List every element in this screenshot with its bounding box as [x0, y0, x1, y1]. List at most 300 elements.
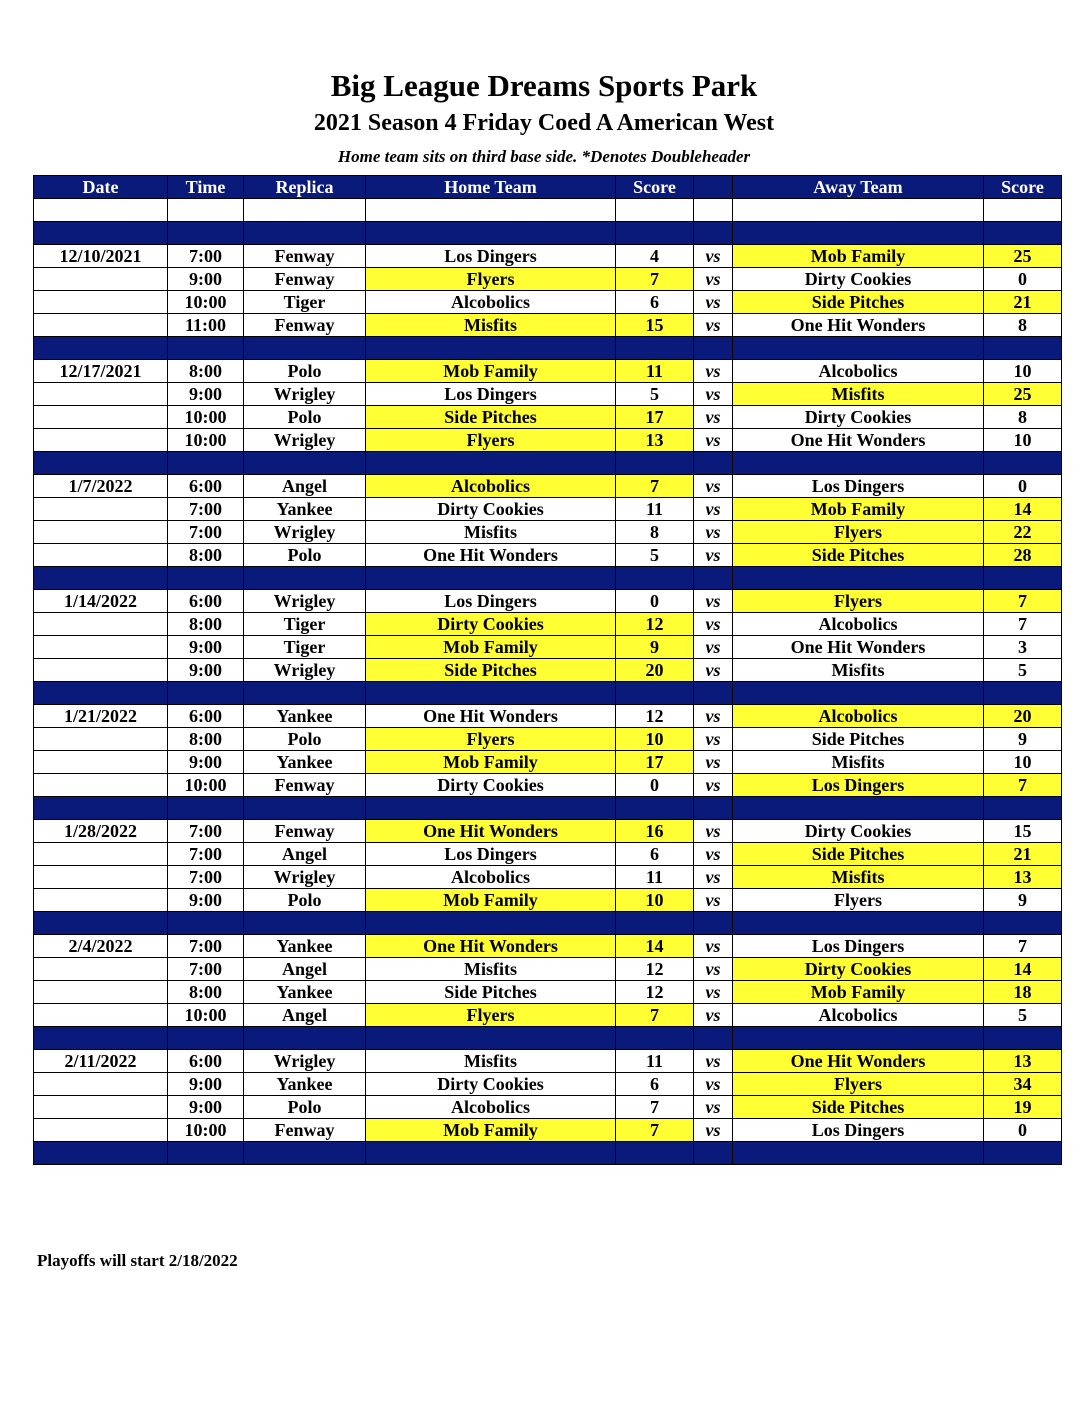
field-name: Yankee: [244, 981, 366, 1004]
home-score: 12: [616, 958, 694, 981]
home-score: 11: [616, 360, 694, 383]
field-name: Angel: [244, 843, 366, 866]
game-date: [34, 889, 168, 912]
empty-cell: [733, 337, 984, 360]
game-time: 9:00: [168, 636, 244, 659]
game-row: [34, 866, 1062, 889]
home-team-note: Home team sits on third base side. *Denotes Doubleheader: [337, 147, 751, 166]
game-time: 9:00: [168, 268, 244, 291]
away-score: 13: [984, 866, 1062, 889]
vs-label: vs: [694, 774, 733, 797]
game-row: [34, 981, 1062, 1004]
vs-label: vs: [694, 521, 733, 544]
away-team: Dirty Cookies: [733, 406, 984, 429]
game-row: [34, 774, 1062, 797]
empty-cell: [616, 1142, 694, 1165]
empty-cell: [694, 682, 733, 705]
home-team: Flyers: [366, 268, 616, 291]
home-team: Mob Family: [366, 360, 616, 383]
home-team: Alcobolics: [366, 475, 616, 498]
field-name: Polo: [244, 406, 366, 429]
away-team: Los Dingers: [733, 774, 984, 797]
game-date: [34, 958, 168, 981]
away-team: Side Pitches: [733, 843, 984, 866]
game-date: [34, 268, 168, 291]
away-score: 0: [984, 475, 1062, 498]
game-date: [34, 383, 168, 406]
empty-cell: [733, 452, 984, 475]
home-team: Side Pitches: [366, 981, 616, 1004]
col-home-score: Score: [616, 176, 694, 199]
header-row: [34, 176, 1062, 199]
home-team: Flyers: [366, 728, 616, 751]
empty-cell: [616, 199, 694, 222]
empty-cell: [616, 337, 694, 360]
away-score: 5: [984, 1004, 1062, 1027]
empty-cell: [34, 1142, 168, 1165]
field-name: Wrigley: [244, 383, 366, 406]
away-team: Side Pitches: [733, 728, 984, 751]
empty-cell: [984, 199, 1062, 222]
game-row: [34, 843, 1062, 866]
game-row: [34, 659, 1062, 682]
field-name: Wrigley: [244, 1050, 366, 1073]
empty-cell: [168, 912, 244, 935]
vs-label: vs: [694, 659, 733, 682]
empty-cell: [366, 1142, 616, 1165]
away-team: Mob Family: [733, 981, 984, 1004]
empty-cell: [984, 452, 1062, 475]
empty-cell: [366, 199, 616, 222]
home-score: 12: [616, 613, 694, 636]
home-score: 4: [616, 245, 694, 268]
field-name: Polo: [244, 360, 366, 383]
game-row: [34, 429, 1062, 452]
col-away-score: Score: [984, 176, 1062, 199]
game-row: [34, 245, 1062, 268]
game-date: 12/10/2021: [34, 245, 168, 268]
empty-cell: [694, 222, 733, 245]
home-score: 10: [616, 889, 694, 912]
vs-label: vs: [694, 498, 733, 521]
game-row: [34, 544, 1062, 567]
game-date: [34, 1004, 168, 1027]
home-score: 0: [616, 590, 694, 613]
game-row: [34, 1119, 1062, 1142]
away-score: 28: [984, 544, 1062, 567]
empty-cell: [733, 1142, 984, 1165]
empty-cell: [244, 1027, 366, 1050]
home-score: 7: [616, 268, 694, 291]
field-name: Angel: [244, 958, 366, 981]
game-row: [34, 1050, 1062, 1073]
field-name: Wrigley: [244, 429, 366, 452]
away-team: One Hit Wonders: [733, 429, 984, 452]
empty-cell: [168, 567, 244, 590]
col-replica: Replica: [244, 176, 366, 199]
playoffs-note: Playoffs will start 2/18/2022: [37, 1251, 238, 1270]
game-date: [34, 291, 168, 314]
away-score: 7: [984, 774, 1062, 797]
home-score: 5: [616, 383, 694, 406]
empty-cell: [244, 452, 366, 475]
home-score: 0: [616, 774, 694, 797]
home-team: Misfits: [366, 1050, 616, 1073]
home-team: Los Dingers: [366, 245, 616, 268]
field-name: Tiger: [244, 613, 366, 636]
empty-cell: [733, 682, 984, 705]
away-team: Flyers: [733, 1073, 984, 1096]
empty-cell: [984, 797, 1062, 820]
away-score: 15: [984, 820, 1062, 843]
empty-cell: [984, 1142, 1062, 1165]
empty-cell: [34, 682, 168, 705]
field-name: Angel: [244, 475, 366, 498]
away-team: Dirty Cookies: [733, 958, 984, 981]
away-score: 10: [984, 360, 1062, 383]
field-name: Wrigley: [244, 659, 366, 682]
field-name: Tiger: [244, 291, 366, 314]
home-team: Alcobolics: [366, 291, 616, 314]
empty-cell: [694, 452, 733, 475]
home-score: 10: [616, 728, 694, 751]
field-name: Yankee: [244, 705, 366, 728]
col-date: Date: [34, 176, 168, 199]
away-score: 20: [984, 705, 1062, 728]
game-date: 12/17/2021: [34, 360, 168, 383]
game-row: [34, 636, 1062, 659]
vs-label: vs: [694, 958, 733, 981]
away-team: Side Pitches: [733, 1096, 984, 1119]
game-time: 7:00: [168, 498, 244, 521]
empty-cell: [694, 912, 733, 935]
field-name: Yankee: [244, 935, 366, 958]
vs-label: vs: [694, 475, 733, 498]
game-row: [34, 475, 1062, 498]
game-date: [34, 843, 168, 866]
home-team: Los Dingers: [366, 843, 616, 866]
week-separator-row: [34, 337, 1062, 360]
away-score: 22: [984, 521, 1062, 544]
game-time: 6:00: [168, 590, 244, 613]
empty-cell: [984, 682, 1062, 705]
game-date: 2/4/2022: [34, 935, 168, 958]
vs-label: vs: [694, 360, 733, 383]
home-team: One Hit Wonders: [366, 820, 616, 843]
game-time: 10:00: [168, 429, 244, 452]
empty-cell: [733, 222, 984, 245]
game-time: 9:00: [168, 383, 244, 406]
home-team: One Hit Wonders: [366, 935, 616, 958]
game-row: [34, 383, 1062, 406]
week-separator-row: [34, 797, 1062, 820]
season-subtitle: 2021 Season 4 Friday Coed A American West: [313, 110, 775, 136]
empty-cell: [616, 452, 694, 475]
vs-label: vs: [694, 590, 733, 613]
field-name: Fenway: [244, 314, 366, 337]
away-team: Los Dingers: [733, 935, 984, 958]
vs-label: vs: [694, 1073, 733, 1096]
game-row: [34, 1096, 1062, 1119]
home-team: One Hit Wonders: [366, 705, 616, 728]
vs-label: vs: [694, 728, 733, 751]
game-time: 10:00: [168, 774, 244, 797]
away-score: 14: [984, 958, 1062, 981]
game-time: 9:00: [168, 889, 244, 912]
home-score: 11: [616, 498, 694, 521]
game-row: [34, 935, 1062, 958]
vs-label: vs: [694, 1004, 733, 1027]
game-date: 2/11/2022: [34, 1050, 168, 1073]
game-row: [34, 521, 1062, 544]
col-away-team: Away Team: [733, 176, 984, 199]
home-score: 5: [616, 544, 694, 567]
game-date: [34, 613, 168, 636]
week-separator-row: [34, 222, 1062, 245]
away-score: 25: [984, 245, 1062, 268]
field-name: Polo: [244, 544, 366, 567]
schedule-body: [34, 199, 1062, 1165]
empty-cell: [244, 199, 366, 222]
home-score: 16: [616, 820, 694, 843]
game-date: [34, 866, 168, 889]
home-team: Los Dingers: [366, 383, 616, 406]
game-time: 7:00: [168, 245, 244, 268]
vs-label: vs: [694, 889, 733, 912]
home-score: 12: [616, 705, 694, 728]
vs-label: vs: [694, 1096, 733, 1119]
game-date: [34, 659, 168, 682]
home-score: 17: [616, 751, 694, 774]
game-row: [34, 613, 1062, 636]
game-time: 10:00: [168, 406, 244, 429]
empty-cell: [694, 199, 733, 222]
game-date: [34, 521, 168, 544]
empty-cell: [244, 222, 366, 245]
vs-label: vs: [694, 981, 733, 1004]
empty-cell: [694, 1027, 733, 1050]
home-score: 11: [616, 866, 694, 889]
empty-cell: [366, 567, 616, 590]
empty-cell: [244, 567, 366, 590]
empty-cell: [244, 797, 366, 820]
home-team: Dirty Cookies: [366, 1073, 616, 1096]
home-score: 20: [616, 659, 694, 682]
vs-label: vs: [694, 613, 733, 636]
away-score: 9: [984, 889, 1062, 912]
field-name: Wrigley: [244, 866, 366, 889]
empty-cell: [733, 912, 984, 935]
game-date: [34, 981, 168, 1004]
week-separator-row: [34, 1142, 1062, 1165]
home-team: Misfits: [366, 314, 616, 337]
empty-cell: [616, 567, 694, 590]
empty-cell: [34, 1027, 168, 1050]
away-score: 7: [984, 613, 1062, 636]
empty-cell: [733, 567, 984, 590]
field-name: Yankee: [244, 498, 366, 521]
vs-label: vs: [694, 705, 733, 728]
away-score: 7: [984, 935, 1062, 958]
away-score: 19: [984, 1096, 1062, 1119]
home-score: 17: [616, 406, 694, 429]
home-score: 15: [616, 314, 694, 337]
field-name: Yankee: [244, 751, 366, 774]
game-row: [34, 314, 1062, 337]
field-name: Fenway: [244, 1119, 366, 1142]
home-team: Mob Family: [366, 1119, 616, 1142]
empty-cell: [168, 1142, 244, 1165]
away-score: 34: [984, 1073, 1062, 1096]
home-team: Misfits: [366, 521, 616, 544]
game-date: [34, 1073, 168, 1096]
game-row: [34, 820, 1062, 843]
game-row: [34, 291, 1062, 314]
vs-label: vs: [694, 314, 733, 337]
game-time: 7:00: [168, 958, 244, 981]
col-time: Time: [168, 176, 244, 199]
game-row: [34, 360, 1062, 383]
game-time: 7:00: [168, 521, 244, 544]
empty-cell: [168, 199, 244, 222]
empty-cell: [694, 567, 733, 590]
home-score: 6: [616, 843, 694, 866]
game-time: 10:00: [168, 291, 244, 314]
vs-label: vs: [694, 820, 733, 843]
away-team: Misfits: [733, 751, 984, 774]
field-name: Tiger: [244, 636, 366, 659]
away-team: Dirty Cookies: [733, 268, 984, 291]
vs-label: vs: [694, 1050, 733, 1073]
empty-cell: [168, 797, 244, 820]
away-team: One Hit Wonders: [733, 314, 984, 337]
away-team: Flyers: [733, 590, 984, 613]
game-time: 7:00: [168, 820, 244, 843]
empty-cell: [366, 337, 616, 360]
game-date: 1/28/2022: [34, 820, 168, 843]
game-date: [34, 544, 168, 567]
home-team: Flyers: [366, 1004, 616, 1027]
away-score: 0: [984, 268, 1062, 291]
empty-cell: [366, 222, 616, 245]
away-team: Alcobolics: [733, 613, 984, 636]
empty-cell: [616, 1027, 694, 1050]
game-date: 1/21/2022: [34, 705, 168, 728]
game-date: [34, 406, 168, 429]
game-time: 7:00: [168, 935, 244, 958]
empty-cell: [984, 912, 1062, 935]
away-score: 0: [984, 1119, 1062, 1142]
empty-cell: [694, 1142, 733, 1165]
home-score: 14: [616, 935, 694, 958]
home-team: Dirty Cookies: [366, 613, 616, 636]
empty-cell: [616, 682, 694, 705]
game-date: [34, 636, 168, 659]
away-score: 9: [984, 728, 1062, 751]
game-date: 1/14/2022: [34, 590, 168, 613]
vs-label: vs: [694, 866, 733, 889]
home-score: 7: [616, 475, 694, 498]
away-score: 14: [984, 498, 1062, 521]
away-team: Mob Family: [733, 498, 984, 521]
game-time: 8:00: [168, 613, 244, 636]
game-row: [34, 1004, 1062, 1027]
empty-cell: [366, 682, 616, 705]
away-score: 10: [984, 751, 1062, 774]
game-row: [34, 498, 1062, 521]
vs-label: vs: [694, 406, 733, 429]
game-time: 6:00: [168, 705, 244, 728]
empty-cell: [244, 337, 366, 360]
game-time: 9:00: [168, 659, 244, 682]
empty-cell: [733, 797, 984, 820]
away-team: One Hit Wonders: [733, 636, 984, 659]
home-team: Dirty Cookies: [366, 498, 616, 521]
empty-cell: [616, 222, 694, 245]
vs-label: vs: [694, 245, 733, 268]
home-team: Los Dingers: [366, 590, 616, 613]
game-time: 6:00: [168, 475, 244, 498]
field-name: Wrigley: [244, 590, 366, 613]
field-name: Polo: [244, 1096, 366, 1119]
game-time: 8:00: [168, 360, 244, 383]
empty-cell: [616, 912, 694, 935]
game-date: [34, 774, 168, 797]
empty-cell: [366, 452, 616, 475]
home-score: 6: [616, 291, 694, 314]
empty-cell: [34, 912, 168, 935]
empty-cell: [984, 222, 1062, 245]
game-row: [34, 705, 1062, 728]
empty-cell: [366, 912, 616, 935]
empty-cell: [168, 452, 244, 475]
home-score: 8: [616, 521, 694, 544]
col-vs: [694, 176, 733, 199]
empty-cell: [168, 337, 244, 360]
away-team: Side Pitches: [733, 291, 984, 314]
game-date: [34, 498, 168, 521]
home-team: Flyers: [366, 429, 616, 452]
vs-label: vs: [694, 429, 733, 452]
home-score: 6: [616, 1073, 694, 1096]
home-score: 13: [616, 429, 694, 452]
game-row: [34, 958, 1062, 981]
col-home-team: Home Team: [366, 176, 616, 199]
game-time: 11:00: [168, 314, 244, 337]
week-separator-row: [34, 567, 1062, 590]
away-team: Flyers: [733, 521, 984, 544]
empty-cell: [34, 797, 168, 820]
field-name: Angel: [244, 1004, 366, 1027]
game-date: [34, 1096, 168, 1119]
field-name: Yankee: [244, 1073, 366, 1096]
field-name: Fenway: [244, 774, 366, 797]
empty-cell: [168, 222, 244, 245]
vs-label: vs: [694, 636, 733, 659]
away-team: Flyers: [733, 889, 984, 912]
game-row: [34, 590, 1062, 613]
vs-label: vs: [694, 1119, 733, 1142]
game-row: [34, 889, 1062, 912]
empty-cell: [34, 452, 168, 475]
away-team: Mob Family: [733, 245, 984, 268]
home-score: 11: [616, 1050, 694, 1073]
field-name: Fenway: [244, 820, 366, 843]
schedule-table: [33, 175, 1062, 1165]
away-team: One Hit Wonders: [733, 1050, 984, 1073]
game-row: [34, 406, 1062, 429]
game-row: [34, 1073, 1062, 1096]
